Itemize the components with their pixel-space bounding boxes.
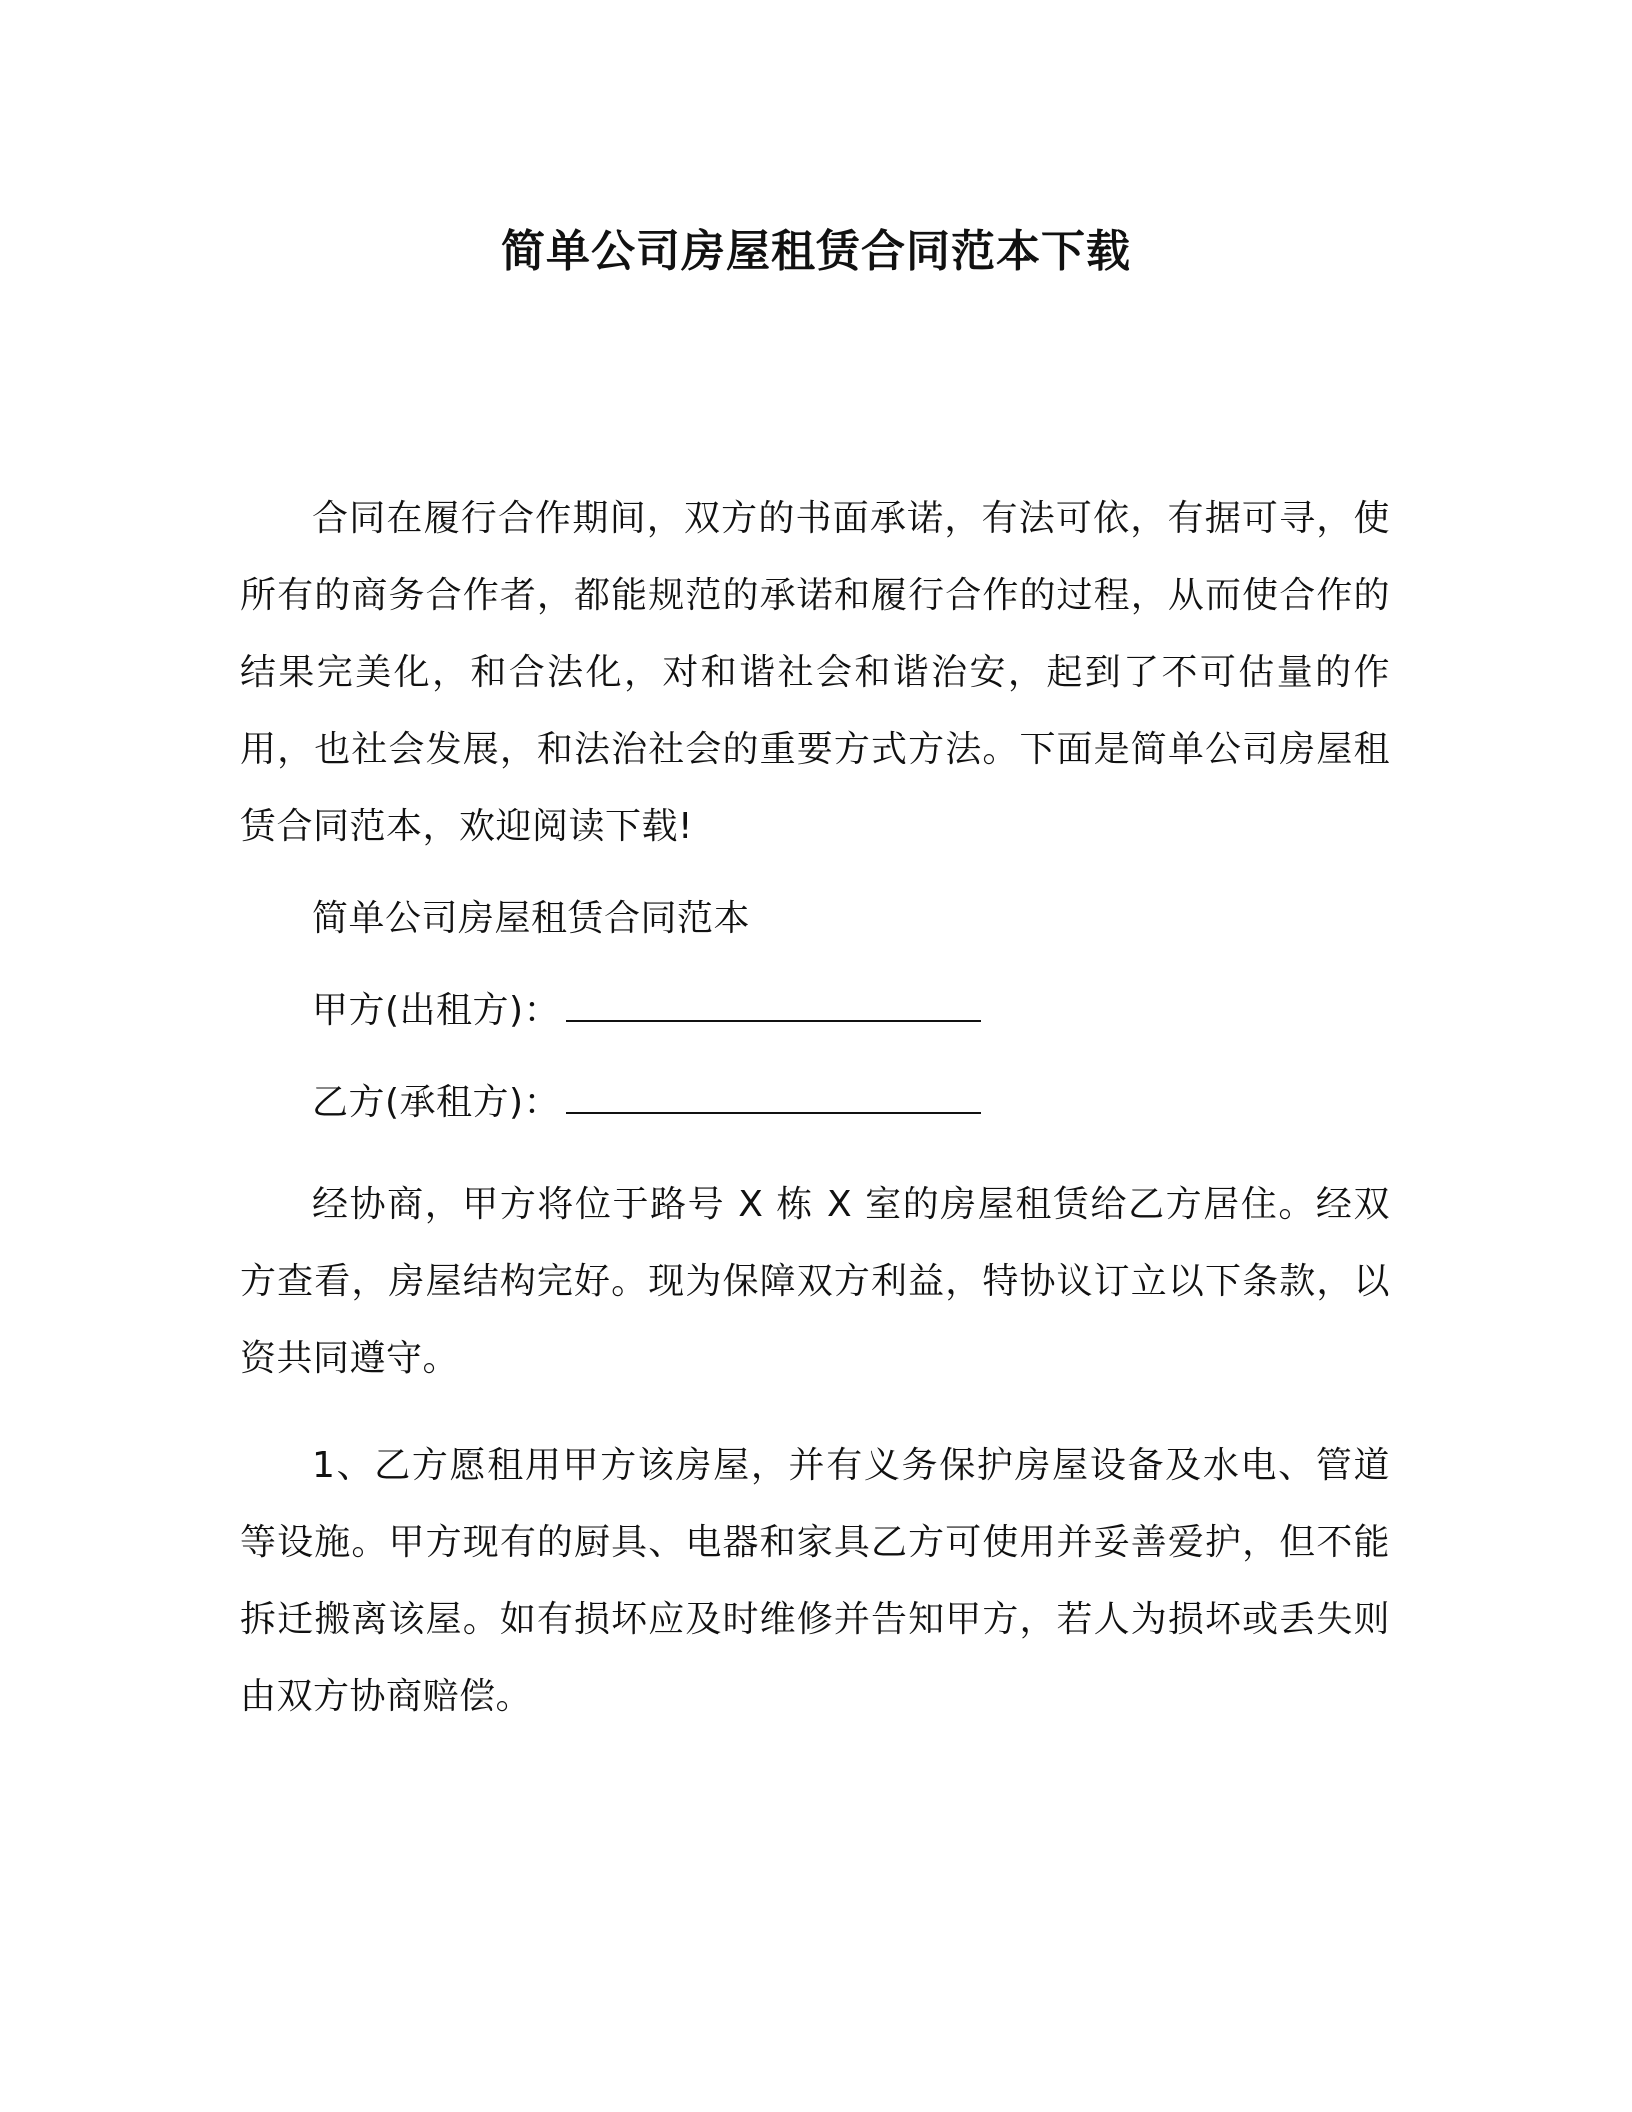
party-b-label: 乙方(承租方)： bbox=[312, 1082, 561, 1123]
clause-1-paragraph: 1、乙方愿租用甲方该房屋，并有义务保护房屋设备及水电、管道等设施。甲方现有的厨具、电器和家具乙方可使用并妥善爱护，但不能拆迁搬离该屋。如有损坏应及时维修并告知甲方，若人为损坏或丢失则由双方协商赔偿。 bbox=[240, 1445, 1390, 1717]
party-a-label: 甲方(出租方)： bbox=[312, 990, 561, 1031]
party-b-blank[interactable] bbox=[566, 1082, 981, 1114]
intro-paragraph: 合同在履行合作期间，双方的书面承诺，有法可依，有据可寻，使所有的商务合作者，都能规范的承诺和履行合作的过程，从而使合作的结果完美化，和合法化，对和谐社会和谐治安，起到了不可估量的作用，也社会发展，和法治社会的重要方式方法。下面是简单公司房屋租赁合同范本，欢迎阅读下载! bbox=[240, 498, 1390, 847]
party-b-line bbox=[240, 1064, 1390, 1141]
document-title: 简单公司房屋租赁合同范本下载 bbox=[501, 226, 1131, 277]
party-a-line bbox=[240, 972, 1390, 1049]
negotiation-paragraph: 经协商，甲方将位于路号 X 栋 X 室的房屋租赁给乙方居住。经双方查看，房屋结构完好。现为保障双方利益，特协议订立以下条款，以资共同遵守。 bbox=[240, 1184, 1390, 1379]
contract-subtitle: 简单公司房屋租赁合同范本 bbox=[312, 898, 751, 939]
document-body bbox=[240, 480, 1390, 1735]
party-a-blank[interactable] bbox=[566, 990, 981, 1022]
